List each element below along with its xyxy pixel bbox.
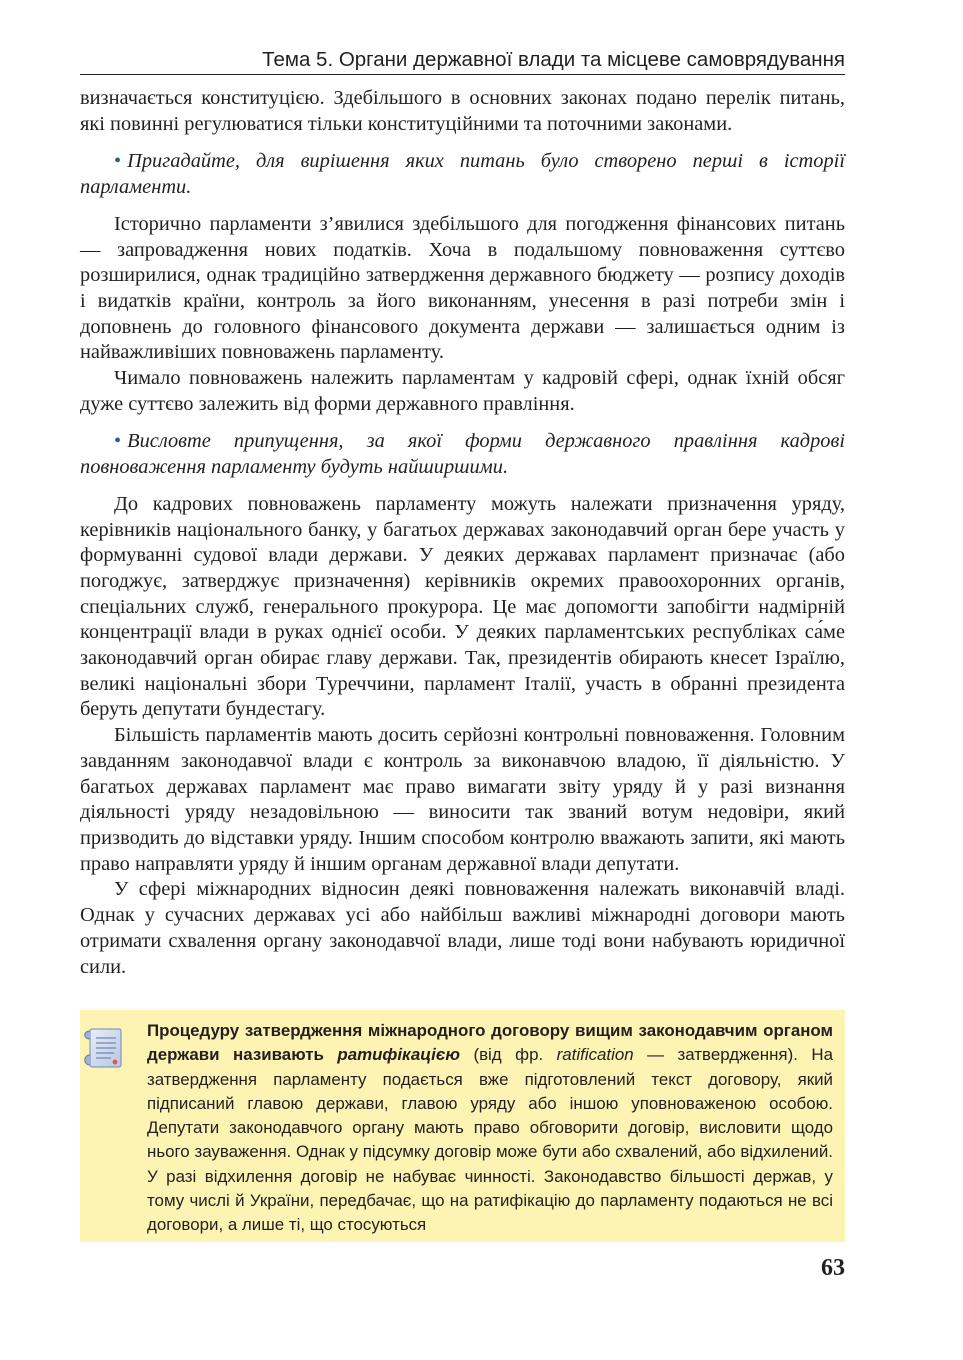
paragraph: До кадрових повноважень парламенту можуть належати призначення уряду, керівників національного банку, у багатьох державах законодавчий орган бере участь у формуванні судової влади держави. У деяких державах парламент призначає (або погоджує, затверджує призначення) керівників окремих правоохоронних органів, спеціальних служб, генерального прокурора. Це має допомогти запобігти надмірній концентрації влади в руках однієї особи. У деяких парламентських республіках са́ме законодавчий орган обирає главу держави. Так, президентів обирають кнесет Ізраїлю, великі національні збори Туреччини, парламент Італії, участь в обранні президента беруть депутати бундестагу. — [80, 492, 845, 721]
document-scroll-icon — [81, 1024, 125, 1072]
paragraph: У сфері міжнародних відносин деякі повноваження належать виконавчій владі. Однак у сучасних державах усі або найбільш важливі міжнародні договори мають отримати схвалення органу законодавчої влади, лише тоді вони набувають юридичної сили. — [80, 878, 845, 978]
chapter-header-title: Тема 5. Органи державної влади та місцеве самоврядування — [262, 48, 845, 71]
definition-box — [80, 1010, 845, 1242]
question-text: Висловте припущення, за якої форми державного правління кадрові повноваження парламенту будуть найширшими. — [80, 430, 845, 479]
paragraph: Більшість парламентів мають досить серйозні контрольні повноваження. Головним завданням законодавчої влади є контроль за виконавчою владою, її діяльністю. У багатьох державах парламент має право вимагати звіту уряду й у разі визнання діяльності уряду незадовільною — виносити так званий вотум недовіри, який призводить до відставки уряду. Іншим способом контролю вважають запити, які мають право направляти уряду й іншим органам державної влади депутати. — [80, 724, 845, 875]
foreign-word: ratification — [556, 1045, 634, 1065]
page-number: 63 — [821, 1255, 845, 1281]
bullet-icon: • — [114, 430, 122, 453]
definition-body: — затвердження). На затвердження парламенту подається вже підготовлений текст договору, який підписаний главою держави, главою уряду або іншою уповноваженою особою. Депутати законодавчого органу мають право обговорити договір, висловити щодо нього зауваження. Однак у підсумку договір може бути або схвалений, або відхилений. У разі відхилення договір не набуває чинності. Законодавство більшості держав, у тому числі й України, передбачає, що на ратифікацію до парламенту подаються не всі договори, а лише ті, що стосуються — [147, 1045, 833, 1235]
question-text: Пригадайте, для вирішення яких питань було створено перші в історії парламенти. — [80, 150, 845, 199]
question-prompt — [80, 429, 845, 480]
definition-paren: (від фр. — [459, 1045, 557, 1065]
paragraph: Чимало повноважень належить парламентам у кадровій сфері, однак їхній обсяг дуже суттєво залежить від форми державного правління. — [80, 367, 845, 415]
definition-intro: Процедуру затвердження міжнародного договору вищим законодавчим органом держави називають — [147, 1021, 833, 1065]
definition-text — [147, 1019, 833, 1238]
question-prompt — [80, 149, 845, 200]
header-divider — [80, 74, 845, 75]
paragraph: визначається конституцією. Здебільшого в основних законах подано перелік питань, які повинні регулюватися тільки конституційними та поточними законами. — [80, 87, 845, 135]
main-text — [80, 86, 845, 980]
paragraph: Історично парламенти з’явилися здебільшого для погодження фінансових питань — запровадження нових податків. Хоча в подальшому повноваження суттєво розширилися, однак традиційно затвердження державного бюджету — розпису доходів і видатків країни, контроль за його виконанням, унесення в разі потреби змін і доповнень до головного фінансового документа держави — залишається одним із найважливіших повноважень парламенту. — [80, 212, 845, 364]
bullet-icon: • — [114, 150, 122, 173]
definition-term: ратифікацією — [337, 1045, 460, 1065]
